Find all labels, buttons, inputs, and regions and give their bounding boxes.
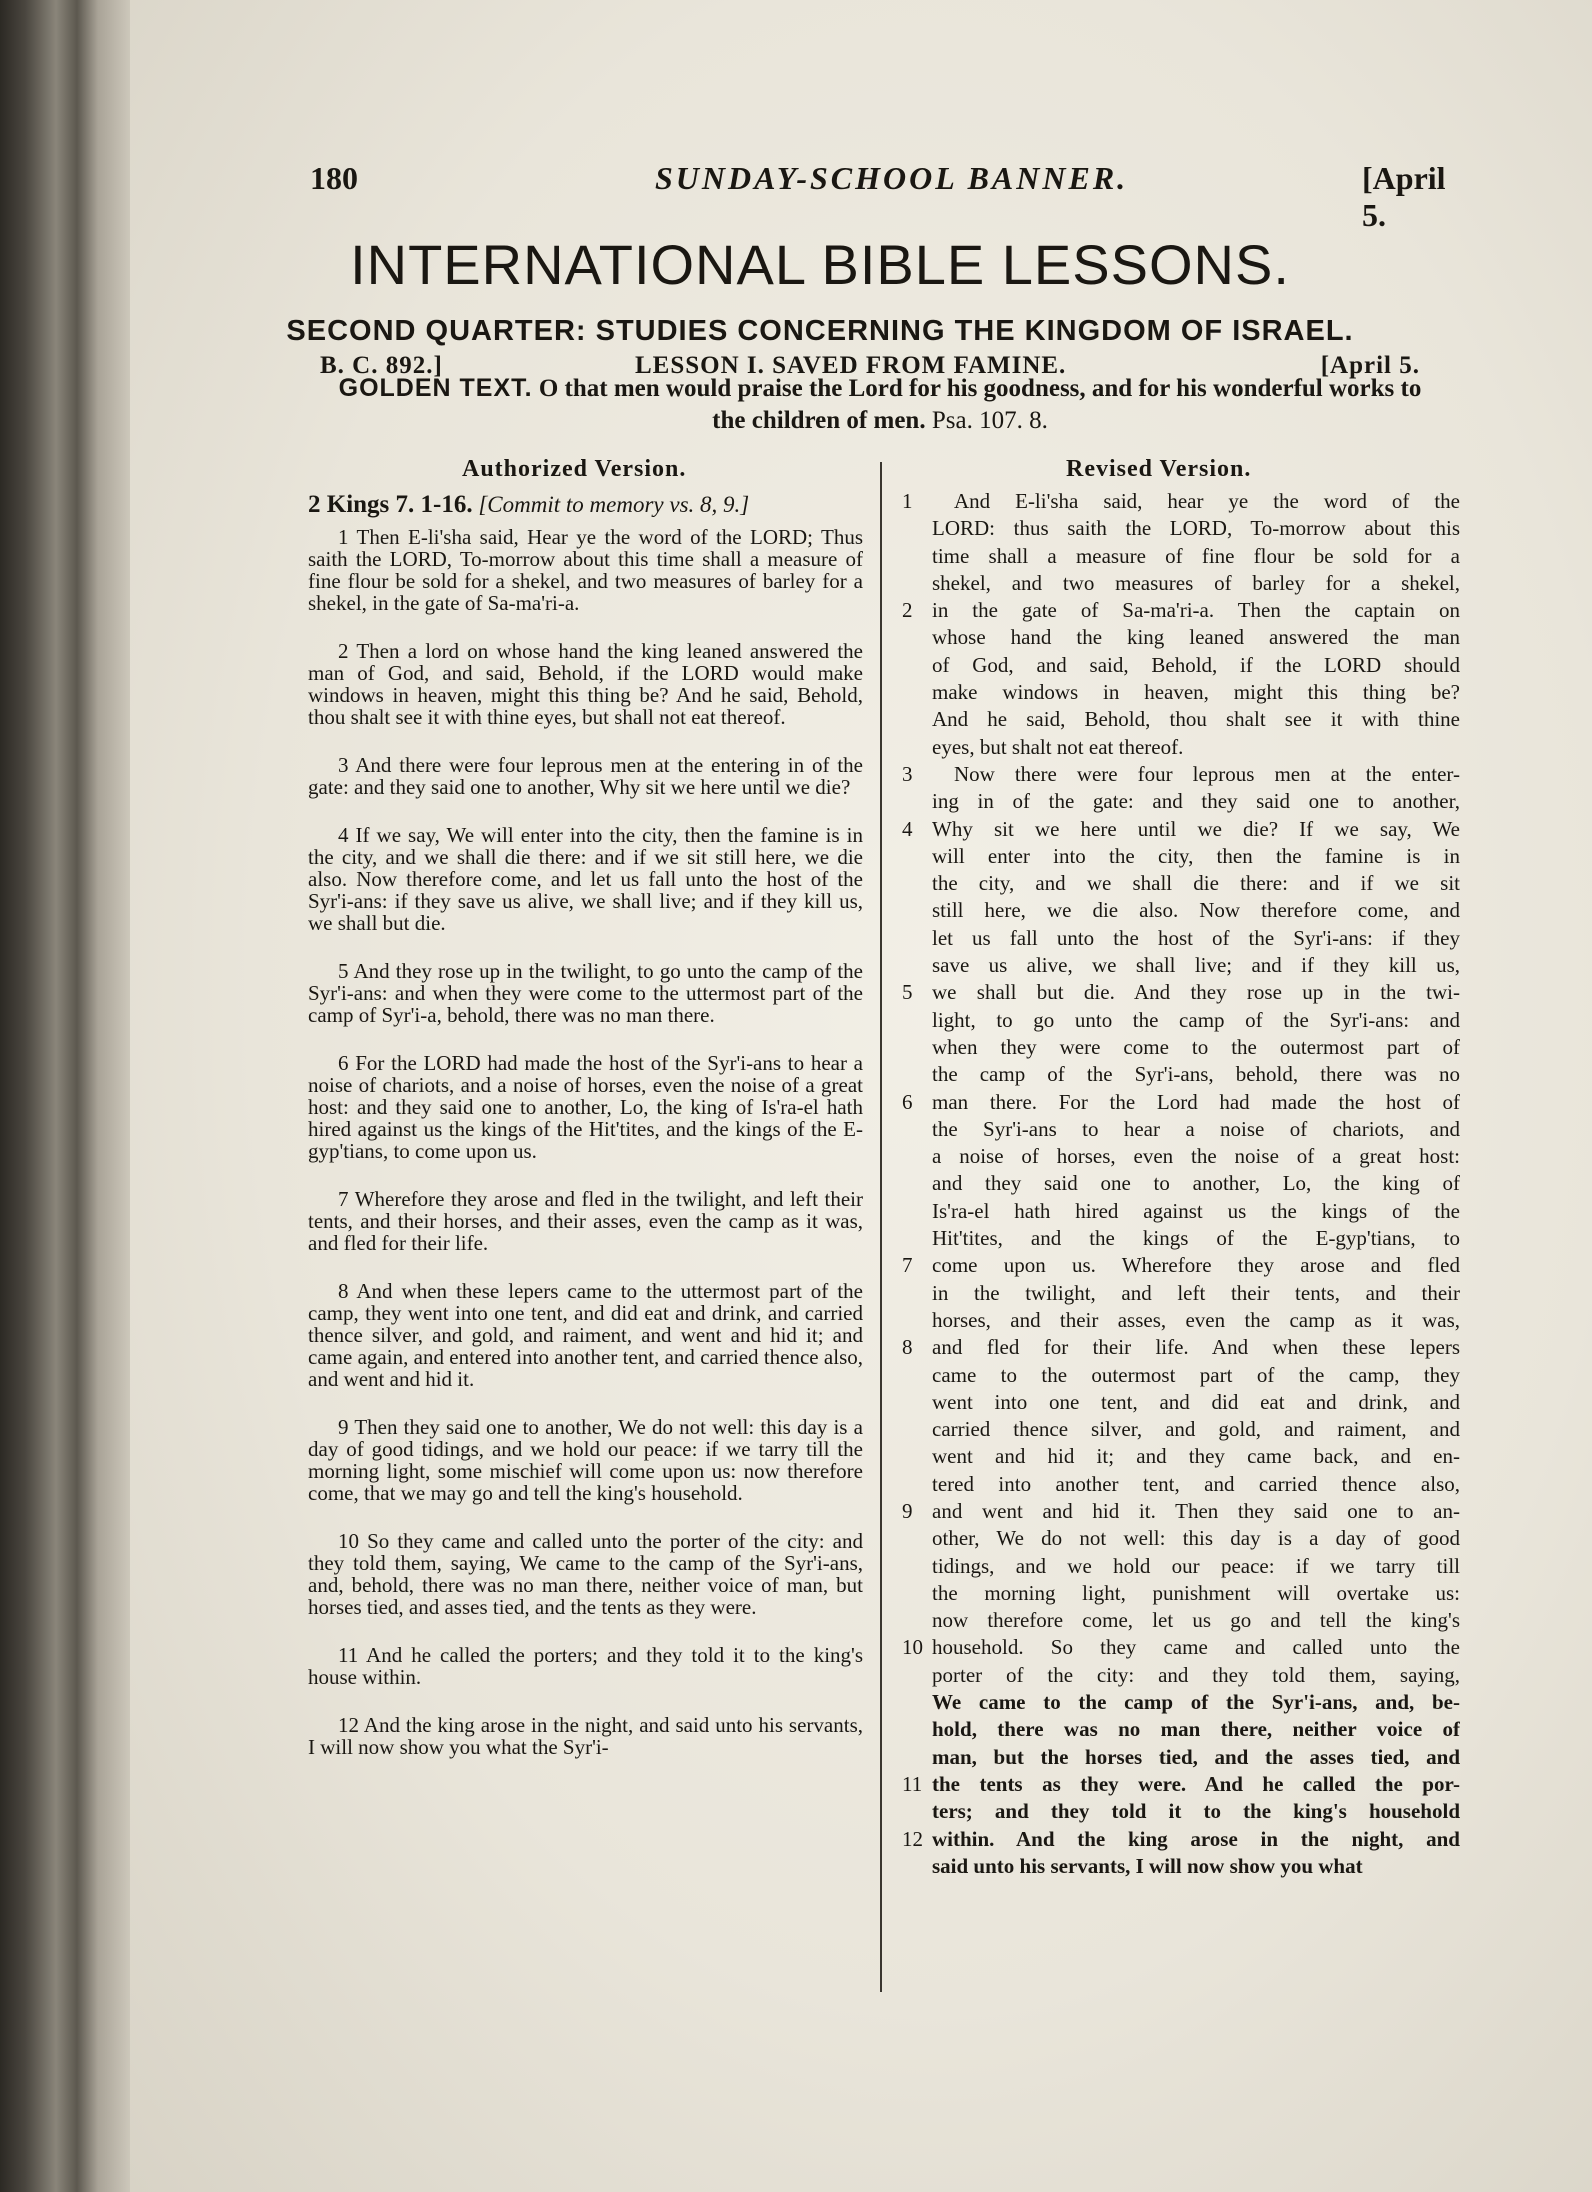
verse-number: 8 [902, 1335, 913, 1360]
verse-number [900, 1116, 932, 1143]
verse-number [900, 570, 932, 597]
verse-number [900, 1744, 932, 1771]
verse-number [900, 1689, 932, 1716]
book-binding [0, 0, 140, 2192]
verse-number [900, 788, 932, 815]
revised-line-text: the camp of the Syr'i-ans, behold, there was no [932, 1062, 1460, 1087]
verse-number: 6 [902, 1089, 913, 1114]
revised-line [900, 925, 1460, 952]
revised-line [900, 1798, 1460, 1825]
verse-number [900, 543, 932, 570]
verse-number [900, 652, 932, 679]
revised-line [900, 1252, 1460, 1279]
revised-line-text: in the twilight, and left their tents, and their [932, 1280, 1460, 1305]
revised-column [900, 488, 1460, 1880]
revised-line [900, 1553, 1460, 1580]
revised-line-text: let us fall unto the host of the Syr'i-ans: if they [932, 925, 1460, 950]
passage-reference [308, 492, 863, 518]
authorized-verse: 7 Wherefore they arose and fled in the twilight, and left their tents, and their horses, and their asses, even the camp as it was, and fled for their life. [308, 1187, 863, 1255]
revised-line-text: of God, and said, Behold, if the LORD should [932, 652, 1460, 677]
verse-number [900, 734, 932, 761]
authorized-verse: 2 Then a lord on whose hand the king leaned answered the man of God, and said, Behold, if the LORD would make windows in heaven, might this thing be? And he said, Behold, thou shalt see it with thine eyes, but shall not eat thereof. [308, 639, 863, 729]
revised-line [900, 597, 1460, 624]
revised-line [900, 1116, 1460, 1143]
revised-line-text: household. So they came and called unto the [932, 1635, 1460, 1660]
revised-line [900, 488, 1460, 515]
revised-line [900, 761, 1460, 788]
revised-line [900, 843, 1460, 870]
revised-line-text: still here, we die also. Now therefore come, and [932, 898, 1460, 923]
revised-line-text: And he said, Behold, thou shalt see it with thine [932, 707, 1460, 732]
revised-line [900, 952, 1460, 979]
authorized-verse: 6 For the LORD had made the host of the Syr'i-ans to hear a noise of chariots, and a noise of horses, even the noise of a great host: and they said one to another, Lo, the king of Is'ra-el hath hired against us the kings of the Hit'tites, and the kings of the E-gyp'tians, to come upon us. [308, 1051, 863, 1163]
revised-line-text: LORD: thus saith the LORD, To-morrow about this [932, 516, 1460, 541]
verse-number [900, 679, 932, 706]
revised-line [900, 788, 1460, 815]
revised-line-text: Now there were four leprous men at the enter- [954, 761, 1460, 786]
revised-line-text: porter of the city: and they told them, saying, [932, 1662, 1460, 1687]
golden-text-label: GOLDEN TEXT. [338, 374, 533, 402]
verse-number [900, 1798, 932, 1825]
revised-line-text: the morning light, punishment will overtake us: [932, 1580, 1460, 1605]
verse-number: 9 [902, 1498, 913, 1523]
verse-number [900, 1143, 932, 1170]
revised-line [900, 1634, 1460, 1661]
revised-line-text: in the gate of Sa-ma'ri-a. Then the captain on [932, 598, 1460, 623]
revised-line [900, 1280, 1460, 1307]
revised-heading: Revised Version. [1066, 456, 1252, 482]
verse-number [900, 1034, 932, 1061]
golden-text-body: O that men would praise the Lord for his goodness, and for his wonderful works to the children of men. [538, 375, 1422, 434]
verse-number [900, 870, 932, 897]
verse-number [900, 1580, 932, 1607]
revised-line [900, 1662, 1460, 1689]
revised-line-text: Hit'tites, and the kings of the E-gyp'tians, to [932, 1226, 1460, 1251]
revised-line-text: hold, there was no man there, neither voice of [932, 1717, 1460, 1742]
revised-line [900, 1826, 1460, 1853]
revised-line-text: other, We do not well: this day is a day of good [932, 1526, 1460, 1551]
revised-line-text: make windows in heaven, might this thing be? [932, 680, 1460, 705]
revised-line-text: man, but the horses tied, and the asses tied, and [932, 1744, 1460, 1769]
page-number: 180 [310, 160, 358, 196]
revised-line [900, 1853, 1460, 1880]
golden-text [330, 372, 1430, 437]
revised-line-text: ing in of the gate: and they said one to another, [932, 789, 1460, 814]
revised-line-text: shekel, and two measures of barley for a shekel, [932, 570, 1460, 595]
revised-line-text: We came to the camp of the Syr'i-ans, and, be- [932, 1690, 1460, 1715]
revised-line [900, 1607, 1460, 1634]
running-header [180, 160, 1450, 233]
revised-line [900, 1716, 1460, 1743]
verse-number [900, 1716, 932, 1743]
revised-line [900, 1089, 1460, 1116]
revised-line-text: ters; and they told it to the king's household [932, 1799, 1460, 1824]
verse-number [900, 1443, 932, 1470]
verse-number [900, 1607, 932, 1634]
verse-number [900, 624, 932, 651]
memory-note: [Commit to memory vs. 8, 9.] [478, 492, 750, 517]
revised-line-text: horses, and their asses, even the camp as it was, [932, 1307, 1460, 1332]
revised-line-text: And E-li'sha said, hear ye the word of the [954, 489, 1460, 513]
revised-line [900, 515, 1460, 542]
revised-line [900, 1771, 1460, 1798]
verse-number [900, 1225, 932, 1252]
revised-line-text: said unto his servants, I will now show you what [932, 1853, 1363, 1878]
verse-number [900, 1007, 932, 1034]
revised-line-text: Why sit we here until we die? If we say, We [932, 816, 1460, 841]
header-date: [April 5. [1362, 160, 1446, 233]
revised-line [900, 624, 1460, 651]
verse-number [900, 1362, 932, 1389]
authorized-verse: 9 Then they said one to another, We do not well: this day is a day of good tidings, and we hold our peace: if we tarry till the morning light, some mischief will come upon us: now therefore come, that we may go and tell the king's household. [308, 1415, 863, 1505]
revised-line [900, 1498, 1460, 1525]
revised-line [900, 1198, 1460, 1225]
verse-number [900, 1416, 932, 1443]
verse-number [900, 515, 932, 542]
revised-line-text: time shall a measure of fine flour be sold for a [932, 543, 1460, 568]
authorized-verse: 3 And there were four leprous men at the entering in of the gate: and they said one to another, Why sit we here until we die? [308, 753, 863, 799]
verse-number [900, 1553, 932, 1580]
periodical-title: SUNDAY-SCHOOL BANNER. [655, 160, 1129, 196]
revised-line [900, 1034, 1460, 1061]
revised-line [900, 1416, 1460, 1443]
revised-line-text: and went and hid it. Then they said one to an- [932, 1498, 1460, 1523]
revised-line [900, 1334, 1460, 1361]
revised-line-text: within. And the king arose in the night, and [932, 1826, 1460, 1851]
revised-line [900, 816, 1460, 843]
verse-number [900, 1662, 932, 1689]
verse-number [900, 1280, 932, 1307]
verse-number [900, 706, 932, 733]
revised-line [900, 1061, 1460, 1088]
authorized-verse: 1 Then E-li'sha said, Hear ye the word of the LORD; Thus saith the LORD, To-morrow about this time shall a measure of fine flour be sold for a shekel, and two measures of barley for a shekel, in the gate of Sa-ma'ri-a. [308, 525, 863, 615]
verse-number [900, 1307, 932, 1334]
lesson-year: B. C. 892.] [320, 352, 443, 379]
verse-number [900, 843, 932, 870]
revised-line [900, 734, 1460, 761]
verse-number: 1 [902, 489, 913, 513]
verse-number: 11 [902, 1771, 923, 1796]
authorized-verse: 5 And they rose up in the twilight, to go unto the camp of the Syr'i-ans: and when they were come to the uttermost part of the camp of Syr'i-a, behold, there was no man there. [308, 959, 863, 1027]
quarter-subtitle: SECOND QUARTER: STUDIES CONCERNING THE KINGDOM OF ISRAEL. [286, 315, 1354, 347]
golden-text-reference: Psa. 107. 8. [931, 407, 1048, 434]
revised-line-text: the tents as they were. And he called the por- [932, 1771, 1460, 1796]
verse-number: 2 [902, 598, 913, 623]
revised-line [900, 1307, 1460, 1334]
verse-number [900, 1389, 932, 1416]
revised-line-text: we shall but die. And they rose up in the twi- [932, 980, 1460, 1005]
verse-number: 5 [902, 980, 913, 1005]
verse-number [900, 1853, 932, 1880]
revised-line-text: come upon us. Wherefore they arose and fled [932, 1253, 1460, 1278]
revised-line [900, 897, 1460, 924]
verse-number: 4 [902, 816, 913, 841]
verse-number: 3 [902, 761, 913, 786]
verse-number [900, 1471, 932, 1498]
authorized-heading: Authorized Version. [462, 456, 687, 482]
verse-number [900, 1061, 932, 1088]
authorized-verse: 8 And when these lepers came to the uttermost part of the camp, they went into one tent, and did eat and drink, and carried thence silver, and gold, and raiment, and went and hid it; and came again, and entered into another tent, and carried thence also, and went and hid it. [308, 1279, 863, 1391]
revised-line-text: went into one tent, and did eat and drink, and [932, 1389, 1460, 1414]
verse-number [900, 1525, 932, 1552]
revised-line [900, 1525, 1460, 1552]
revised-line [900, 1744, 1460, 1771]
authorized-verses [308, 526, 863, 1758]
verse-number: 7 [902, 1253, 913, 1278]
revised-line-text: now therefore come, let us go and tell the king's [932, 1608, 1460, 1633]
revised-line-text: tidings, and we hold our peace: if we tarry till [932, 1553, 1460, 1578]
authorized-verse: 11 And he called the porters; and they told it to the king's house within. [308, 1643, 863, 1689]
revised-line-text: went and hid it; and they came back, and en- [932, 1444, 1460, 1469]
verse-number: 10 [902, 1635, 923, 1660]
revised-line-text: save us alive, we shall live; and if they kill us, [932, 953, 1460, 978]
main-title: INTERNATIONAL BIBLE LESSONS. [350, 233, 1290, 296]
revised-line [900, 1362, 1460, 1389]
revised-line [900, 870, 1460, 897]
revised-line-text: and they said one to another, Lo, the king of [932, 1171, 1460, 1196]
verse-number [900, 1198, 932, 1225]
revised-line [900, 652, 1460, 679]
authorized-verse: 12 And the king arose in the night, and said unto his servants, I will now show you what the Syr'i- [308, 1713, 863, 1759]
authorized-verse: 4 If we say, We will enter into the city, then the famine is in the city, and we shall die there: and if we sit still here, we die also. Now therefore come, and let us fall unto the host of the Syr'i-ans: if they save us alive, we shall live; and if they kill us, we shall but die. [308, 823, 863, 935]
revised-line [900, 679, 1460, 706]
verse-number [900, 952, 932, 979]
revised-line-text: Is'ra-el hath hired against us the kings of the [932, 1198, 1460, 1223]
revised-line [900, 1389, 1460, 1416]
verse-number [900, 1170, 932, 1197]
revised-line-text: whose hand the king leaned answered the man [932, 625, 1460, 650]
revised-line-text: the city, and we shall die there: and if we sit [932, 871, 1460, 896]
passage-citation: 2 Kings 7. 1-16. [308, 491, 473, 518]
revised-line [900, 1443, 1460, 1470]
revised-line-text: light, to go unto the camp of the Syr'i-ans: and [932, 1007, 1460, 1032]
revised-line-text: came to the outermost part of the camp, they [932, 1362, 1460, 1387]
column-divider [880, 462, 882, 1992]
revised-line [900, 1689, 1460, 1716]
authorized-verse: 10 So they came and called unto the porter of the city: and they told them, saying, We came to the camp of the Syr'i-ans, and, behold, there was no man there, neither voice of man, but horses tied, and asses tied, and the tents as they were. [308, 1529, 863, 1619]
revised-line-text: and fled for their life. And when these lepers [932, 1335, 1460, 1360]
revised-line-text: when they were come to the outermost part of [932, 1034, 1460, 1059]
revised-line [900, 1007, 1460, 1034]
authorized-column [308, 492, 863, 1784]
revised-line [900, 1143, 1460, 1170]
revised-line-text: a noise of horses, even the noise of a great host: [932, 1144, 1460, 1169]
revised-line-text: the Syr'i-ans to hear a noise of chariots, and [932, 1116, 1460, 1141]
lesson-date: [April 5. [1320, 352, 1420, 379]
verse-number [900, 925, 932, 952]
lesson-title: LESSON I. SAVED FROM FAMINE. [635, 352, 1067, 379]
revised-line [900, 543, 1460, 570]
revised-line [900, 706, 1460, 733]
revised-line [900, 570, 1460, 597]
verse-number: 12 [902, 1826, 923, 1851]
revised-line-text: will enter into the city, then the famine is in [932, 843, 1460, 868]
revised-line [900, 1170, 1460, 1197]
verse-number [900, 897, 932, 924]
revised-line-text: eyes, but shalt not eat thereof. [932, 734, 1184, 759]
revised-line [900, 1580, 1460, 1607]
revised-line [900, 979, 1460, 1006]
revised-line-text: tered into another tent, and carried thence also, [932, 1471, 1460, 1496]
revised-line [900, 1471, 1460, 1498]
revised-line-text: man there. For the Lord had made the host of [932, 1089, 1460, 1114]
revised-line [900, 1225, 1460, 1252]
revised-line-text: carried thence silver, and gold, and raiment, and [932, 1417, 1460, 1442]
